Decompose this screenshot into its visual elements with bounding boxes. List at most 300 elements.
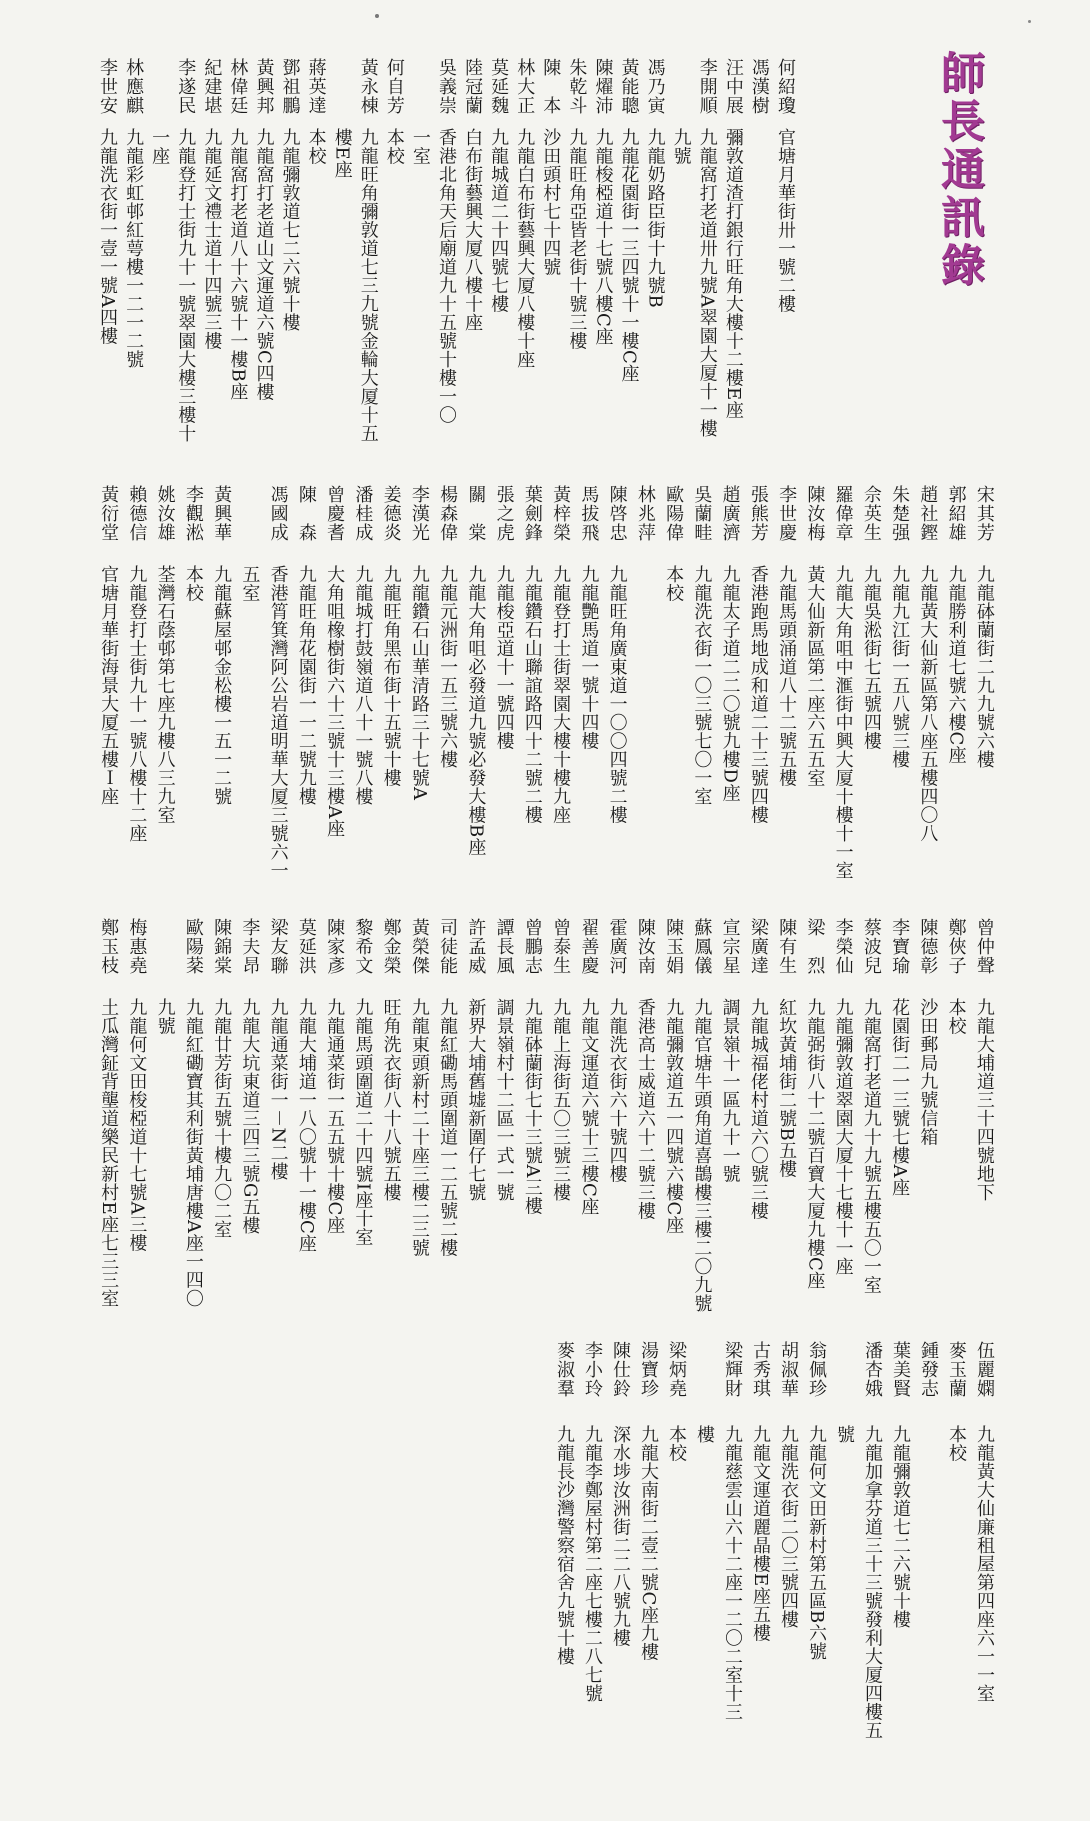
entry-name: 陳啓忠 [606, 485, 628, 542]
list-item [463, 918, 487, 1328]
entry-address: 九龍彌敦道翠園大厦十七樓十一座 [832, 998, 854, 1276]
entry-name: 陸冠蘭 [462, 58, 484, 115]
list-item [520, 918, 544, 1328]
list-item [633, 918, 657, 1328]
entry-address: 九龍砵蘭街七十三號A三樓 [521, 998, 543, 1215]
entry-address: 本校 [383, 128, 405, 165]
list-item [330, 58, 354, 453]
entry-address: 九龍勝利道七號六樓C座 [945, 565, 967, 765]
entry-address: 樓E座 [331, 128, 353, 179]
list-item [576, 485, 600, 905]
entry-address: 樓 [694, 1425, 715, 1444]
entry-name: 陳 森 [295, 485, 317, 542]
entry-address: 九龍奶路臣街十九號B [644, 128, 666, 309]
entry-name: 歐陽棻 [182, 918, 204, 975]
list-item [773, 58, 797, 453]
list-item [434, 58, 458, 453]
entry-name: 李開順 [696, 58, 718, 115]
entry-address: 本校 [182, 565, 204, 602]
list-item [576, 918, 600, 1328]
entry-address: 九龍大角咀必發道九號必發大樓B座 [465, 565, 487, 857]
entry-address: 本校 [305, 128, 327, 165]
entry-name: 馮漢樹 [748, 58, 770, 115]
entry-name: 司徒能 [437, 918, 459, 975]
list-item [435, 918, 459, 1328]
entry-name: 黃興邦 [253, 58, 275, 115]
entry-name: 紀建堪 [201, 58, 223, 115]
entry-address: 九龍元洲街一五三號六樓 [437, 565, 459, 769]
entry-name: 宋其芳 [973, 485, 995, 542]
list-item [153, 485, 177, 905]
entry-address: 九龍鑽石山華清路三十七號A [408, 565, 430, 801]
list-item [972, 918, 996, 1328]
entry-address: 九龍文運道六號十三樓C座 [578, 998, 600, 1216]
list-item [548, 485, 572, 905]
list-item [266, 485, 290, 905]
entry-name: 馬拔飛 [578, 485, 600, 542]
list-item [435, 485, 459, 905]
list-item [153, 918, 177, 1328]
entry-address: 九龍通菜街一－N二樓 [267, 998, 289, 1181]
entry-name: 張之虎 [493, 485, 515, 542]
entry-address: 黃大仙新區第二座六五五室 [804, 565, 826, 787]
entry-address: 官塘月華街卅一號二樓 [774, 128, 796, 313]
entry-address: 九龍登打士街翠園大樓十樓九座 [550, 565, 572, 824]
entry-name: 李世安 [97, 58, 119, 115]
entry-name: 陳汝梅 [804, 485, 826, 542]
entry-address: 九龍九江街一五八號三樓 [889, 565, 911, 769]
entry-address: 九龍黃大仙新區第八座五樓四〇八 [917, 565, 939, 843]
entry-name: 朱楚强 [889, 485, 911, 542]
entry-name: 佘英生 [860, 485, 882, 542]
entry-name: 陳 本 [540, 58, 562, 115]
entry-address: 九龍梭亞道十一號四樓 [493, 565, 515, 750]
entry-name: 梁 烈 [804, 918, 826, 975]
entry-name: 霍廣河 [606, 918, 628, 975]
entry-address: 九龍登打士街九十一號翠園大樓三樓十 [175, 128, 197, 443]
entry-name: 蔣英達 [305, 58, 327, 115]
list-item [718, 918, 742, 1328]
list-item [124, 918, 148, 1328]
list-item [492, 485, 516, 905]
entry-address: 九龍廿芳街五號十樓九〇二室 [211, 998, 233, 1239]
list-item [564, 58, 588, 453]
list-item [407, 918, 431, 1328]
entry-name: 朱乾斗 [566, 58, 588, 115]
entry-address: 九龍黃大仙廉租屋第四座六一一室 [974, 1425, 995, 1703]
list-item [492, 918, 516, 1328]
entry-address: 九龍長沙灣警察宿舍九號十樓 [554, 1425, 575, 1666]
entry-address: 本校 [663, 565, 685, 602]
list-item [669, 58, 693, 453]
entry-name: 陳錦棠 [211, 918, 233, 975]
entry-name: 李榮仙 [832, 918, 854, 975]
entry-address: 沙田頭村七十四號 [540, 128, 562, 276]
list-item [96, 485, 120, 905]
entry-address: 九龍何文田梭椏道十七號A三樓 [126, 998, 148, 1252]
list-item [802, 485, 826, 905]
entry-name: 鄭金榮 [380, 918, 402, 975]
entry-name: 許孟威 [465, 918, 487, 975]
entry-name: 陳仕鈴 [610, 1341, 631, 1398]
entry-address: 九龍彩虹邨紅萼樓一二一二號 [123, 128, 145, 369]
entry-name: 譚長風 [493, 918, 515, 975]
entry-address: 九號 [154, 998, 176, 1035]
entry-name: 鄭俠子 [945, 918, 967, 975]
entry-name: 梁廣達 [747, 918, 769, 975]
print-speck [375, 14, 379, 18]
entry-name: 林偉廷 [227, 58, 249, 115]
entry-address: 九號 [670, 128, 692, 165]
list-item [721, 58, 745, 453]
entry-address: 九龍大埔道一八〇號十一樓C座 [295, 998, 317, 1253]
list-item [350, 485, 374, 905]
entry-name: 林兆萍 [634, 485, 656, 542]
entry-address: 九龍白布街藝興大厦八樓十座 [514, 128, 536, 369]
entry-address: 九龍城打鼓嶺道八十一號八樓 [352, 565, 374, 806]
entry-address: 本校 [946, 1425, 967, 1462]
entry-name: 趙廣濟 [719, 485, 741, 542]
list-item [278, 58, 302, 453]
entry-name: 翁佩珍 [806, 1341, 827, 1398]
entry-name: 汪中展 [722, 58, 744, 115]
entry-address: 九龍窩打老道八十六號十一樓B座 [227, 128, 249, 401]
entry-address: 本校 [666, 1425, 687, 1462]
entry-address: 紅坎黃埔街二號B五樓 [776, 998, 798, 1179]
entry-address: 一室 [409, 128, 431, 165]
entry-address: 九龍城道二十四號七樓 [488, 128, 510, 313]
entry-name: 郭紹雄 [945, 485, 967, 542]
entry-name: 馮國成 [267, 485, 289, 542]
entry-name: 李世慶 [776, 485, 798, 542]
entry-name: 鄧祖鵬 [279, 58, 301, 115]
entry-name: 麥玉蘭 [946, 1341, 967, 1398]
entry-address: 九龍馬頭圍道二十四號I座十室 [352, 998, 374, 1247]
list-item [776, 1341, 800, 1801]
list-item [486, 58, 510, 453]
entry-address: 香港北角天后廟道九十五號十樓一〇 [436, 128, 457, 424]
list-item [147, 58, 171, 453]
entry-address: 調景嶺十一區九十一號 [719, 998, 741, 1183]
entry-name: 黃興華 [211, 485, 233, 542]
entry-address: 香港跑馬地成和道二十三號四樓 [747, 565, 769, 824]
entry-name: 陳汝南 [634, 918, 656, 975]
list-item [463, 485, 487, 905]
entry-address: 九龍加拿芬道三十三號發利大厦四樓五 [862, 1425, 883, 1740]
entry-name: 趙社鏗 [917, 485, 939, 542]
list-item [460, 58, 484, 453]
entry-name: 古秀琪 [750, 1341, 771, 1398]
entry-address: 旺角洗衣街八十八號五樓 [380, 998, 402, 1202]
entry-address: 九龍官塘牛頭角道喜鵲樓三樓二〇九號 [691, 998, 713, 1313]
list-item [382, 58, 406, 453]
list-item [689, 918, 713, 1328]
list-item [887, 918, 911, 1328]
list-item [199, 58, 223, 453]
entry-address: 九龍登打士街九十一號八樓十二座 [126, 565, 148, 843]
list-item [356, 58, 380, 453]
list-item [916, 1341, 940, 1801]
list-item [322, 918, 346, 1328]
list-item [95, 58, 119, 453]
entry-address: 新界大埔舊墟新圍仔七號 [465, 998, 487, 1202]
entry-name: 湯寶珍 [638, 1341, 659, 1398]
entry-name: 羅偉章 [832, 485, 854, 542]
entry-name: 蘇鳳儀 [691, 918, 713, 975]
entry-name: 莫延洪 [295, 918, 317, 975]
entry-address: 九龍城福佬村道六〇號三樓 [747, 998, 769, 1220]
list-item [774, 485, 798, 905]
entry-name: 鍾發志 [918, 1341, 939, 1398]
entry-address: 九龍通菜街一五五號十樓C座 [324, 998, 346, 1235]
entry-name: 黃榮傑 [408, 918, 430, 975]
entry-name: 胡淑華 [778, 1341, 799, 1398]
list-item [832, 1341, 856, 1801]
directory-block-1 [94, 58, 798, 453]
entry-name: 黎希文 [352, 918, 374, 975]
entry-address: 九龍窩打老道卅九號A翠園大厦十一樓 [696, 128, 718, 438]
entry-address: 九龍旺角廣東道一〇〇四號二樓 [606, 565, 628, 824]
list-item [608, 1341, 632, 1801]
entry-address: 九龍馬頭涌道八十二號五樓 [776, 565, 798, 787]
entry-name: 蔡波兒 [860, 918, 882, 975]
list-item [96, 918, 120, 1328]
entry-name: 姚汝雄 [154, 485, 176, 542]
list-item [225, 58, 249, 453]
list-item [887, 485, 911, 905]
list-item [173, 58, 197, 453]
entry-name: 陳玉娟 [663, 918, 685, 975]
entry-address: 五室 [239, 565, 261, 602]
list-item [209, 918, 233, 1328]
list-item [605, 485, 629, 905]
list-item [860, 1341, 884, 1801]
list-item [124, 485, 148, 905]
entry-address: 九龍艷馬道一號十四樓 [578, 565, 600, 750]
entry-name: 陳德彰 [917, 918, 939, 975]
entry-name: 曾仲聲 [973, 918, 995, 975]
list-item [379, 918, 403, 1328]
entry-name: 張熊芳 [747, 485, 769, 542]
list-item [661, 918, 685, 1328]
list-item [181, 918, 205, 1328]
entry-address: 九龍上海街五〇三號三樓 [550, 998, 572, 1202]
list-item [548, 918, 572, 1328]
list-item [408, 58, 432, 453]
list-item [692, 1341, 716, 1801]
list-item [636, 1341, 660, 1801]
entry-address: 九龍大角咀中滙街中興大厦十樓十一室 [832, 565, 854, 880]
directory-block-3 [94, 918, 998, 1328]
entry-address: 九龍李鄭屋村第二座七樓二八七號 [582, 1425, 603, 1703]
entry-address: 九龍梭椏道十七號八樓C座 [592, 128, 614, 346]
entry-name: 翟善慶 [578, 918, 600, 975]
entry-address: 九龍洗衣街一壹一號A四樓 [97, 128, 119, 345]
directory-block-2 [94, 485, 998, 905]
entry-address: 官塘月華街海景大厦五樓Ｉ座 [98, 565, 120, 806]
list-item [407, 485, 431, 905]
entry-address: 號 [834, 1425, 855, 1444]
list-item [181, 485, 205, 905]
entry-address: 九龍旺角黑布街十五號十樓 [380, 565, 402, 787]
directory-block-4 [550, 1341, 998, 1801]
entry-address: 九龍文運道麗晶樓E座五樓 [750, 1425, 771, 1643]
list-item [251, 58, 275, 453]
entry-name: 宣宗星 [719, 918, 741, 975]
entry-address: 九龍洗衣街一〇三號七〇一室 [691, 565, 713, 806]
entry-name: 關 棠 [465, 485, 487, 542]
entry-name: 鄭玉枝 [98, 918, 120, 975]
entry-name: 馮乃寅 [644, 58, 666, 115]
entry-address: 九龍彌敦道七二六號十樓 [890, 1425, 911, 1629]
entry-address: 深水埗汝洲街二二八號九樓 [610, 1425, 631, 1647]
list-item [746, 485, 770, 905]
entry-address: 香港高士威道六十二號三樓 [634, 998, 656, 1220]
entry-address: 大角咀橡樹街六十三號十三樓A座 [324, 565, 346, 838]
list-item [915, 485, 939, 905]
entry-address: 九龍太子道二二〇號九樓D座 [719, 565, 741, 802]
list-item [944, 1341, 968, 1801]
list-item [294, 918, 318, 1328]
entry-name: 李觀淞 [182, 485, 204, 542]
entry-name: 何紹瓊 [774, 58, 796, 115]
entry-name: 梁友聯 [267, 918, 289, 975]
list-item [304, 58, 328, 453]
entry-name: 李漢光 [408, 485, 430, 542]
entry-name: 曾慶耆 [324, 485, 346, 542]
entry-name: 李遂民 [175, 58, 197, 115]
list-item [350, 918, 374, 1328]
entry-address: 香港筲箕灣阿公岩道明華大厦三號六一 [267, 565, 289, 880]
entry-address: 荃灣石蔭邨第七座九樓八三九室 [154, 565, 176, 824]
entry-name: 葉劍鋒 [521, 485, 543, 542]
entry-address: 九龍旺角花園街一一二號九樓 [295, 565, 317, 806]
list-item [322, 485, 346, 905]
entry-name: 歐陽偉 [663, 485, 685, 542]
entry-name: 梅惠堯 [126, 918, 148, 975]
list-item [266, 918, 290, 1328]
entry-address: 九龍大埔道三十四號地下 [973, 998, 995, 1202]
entry-name: 楊森偉 [437, 485, 459, 542]
list-item [915, 918, 939, 1328]
entry-address: 白布街藝興大厦八樓十座 [462, 128, 484, 332]
page-title: 師長通訊錄 [933, 50, 984, 290]
entry-address: 調景嶺村十二區一式一號 [493, 998, 515, 1202]
entry-name: 梁輝財 [722, 1341, 743, 1398]
entry-address: 九龍鑽石山聯誼路四十二號二樓 [521, 565, 543, 824]
entry-name: 曾泰生 [550, 918, 572, 975]
entry-address: 一座 [149, 128, 171, 165]
entry-name: 陳家彥 [324, 918, 346, 975]
entry-name: 陳有生 [776, 918, 798, 975]
entry-address: 九龍吳淞街七五號四樓 [860, 565, 882, 750]
list-item [720, 1341, 744, 1801]
entry-name: 黃永棟 [357, 58, 379, 115]
list-item [695, 58, 719, 453]
list-item [747, 58, 771, 453]
entry-address: 本校 [945, 998, 967, 1035]
list-item [718, 485, 742, 905]
entry-name: 黃能聰 [618, 58, 640, 115]
list-item [580, 1341, 604, 1801]
entry-name: 李小玲 [582, 1341, 603, 1398]
list-item [859, 918, 883, 1328]
entry-address: 沙田郵局九號信箱 [917, 998, 939, 1146]
entry-name: 潘桂成 [352, 485, 374, 542]
list-item [520, 485, 544, 905]
list-item [512, 58, 536, 453]
entry-address: 九龍洗衣街六十號四樓 [606, 998, 628, 1183]
entry-address: 九龍大坑東道三四三號G五樓 [239, 998, 261, 1235]
entry-name: 潘杏娥 [862, 1341, 883, 1398]
entry-name: 何自芳 [383, 58, 405, 115]
list-item [831, 485, 855, 905]
entry-address: 九龍延文禮士道十四號三樓 [201, 128, 223, 350]
entry-address: 九龍東頭新村二十座三樓二三號 [408, 998, 430, 1257]
list-item [944, 485, 968, 905]
entry-name: 黃衍堂 [98, 485, 120, 542]
entry-address: 九龍旺角彌敦道七三九號金輪大厦十五 [357, 128, 379, 443]
entry-name: 曾鵬志 [521, 918, 543, 975]
list-item [209, 485, 233, 905]
entry-address: 九龍砵蘭街二九九號六樓 [973, 565, 995, 769]
entry-name: 吳蘭畦 [691, 485, 713, 542]
entry-name: 梁炳堯 [666, 1341, 687, 1398]
list-item [972, 485, 996, 905]
entry-name: 賴德信 [126, 485, 148, 542]
entry-address: 九龍大南街二壹二號C座九樓 [638, 1425, 659, 1662]
entry-address: 彌敦道渣打銀行旺角大樓十二樓E座 [722, 128, 744, 420]
entry-address: 九龍窩打老道九十九號五樓五〇一室 [860, 998, 882, 1294]
list-item [605, 918, 629, 1328]
list-item [590, 58, 614, 453]
entry-address: 九龍蘇屋邨金松樓一五一二號 [211, 565, 233, 806]
list-item [552, 1341, 576, 1801]
list-item [237, 485, 261, 905]
list-item [972, 1341, 996, 1801]
entry-address: 九龍窩打老道山文運道六號C四樓 [253, 128, 275, 402]
entry-name: 林大正 [514, 58, 536, 115]
entry-name: 姜德炎 [380, 485, 402, 542]
entry-name: 伍麗嫻 [974, 1341, 995, 1398]
entry-name: 李夫昂 [239, 918, 261, 975]
list-item [121, 58, 145, 453]
entry-address: 九龍紅磡馬頭圍道一二五號二樓 [437, 998, 459, 1257]
entry-address: 九龍旺角亞皆老街十號三樓 [566, 128, 588, 350]
entry-address: 土瓜灣鉦背壟道樂民新村E座七三三室 [98, 998, 120, 1308]
entry-name: 黃梓榮 [550, 485, 572, 542]
entry-name: 吳義崇 [436, 58, 457, 115]
list-item [774, 918, 798, 1328]
list-item [746, 918, 770, 1328]
list-item [831, 918, 855, 1328]
entry-address: 九龍花園街一三四號十一樓C座 [618, 128, 640, 383]
entry-name: 陳燿沛 [592, 58, 614, 115]
entry-name: 林應麒 [123, 58, 145, 115]
entry-address: 花園街二一三號七樓A座 [889, 998, 911, 1197]
list-item [689, 485, 713, 905]
entry-name: 葉美賢 [890, 1341, 911, 1398]
entry-address: 九龍弼街八十二號百寶大厦九樓C座 [804, 998, 826, 1290]
list-item [294, 485, 318, 905]
entry-name: 莫延魏 [488, 58, 510, 115]
list-item [804, 1341, 828, 1801]
entry-address: 九龍彌敦道五一四號六樓C座 [663, 998, 685, 1235]
entry-address: 九龍洗衣街二〇三號四樓 [778, 1425, 799, 1629]
entry-name: 李寶瑜 [889, 918, 911, 975]
list-item [944, 918, 968, 1328]
list-item [664, 1341, 688, 1801]
